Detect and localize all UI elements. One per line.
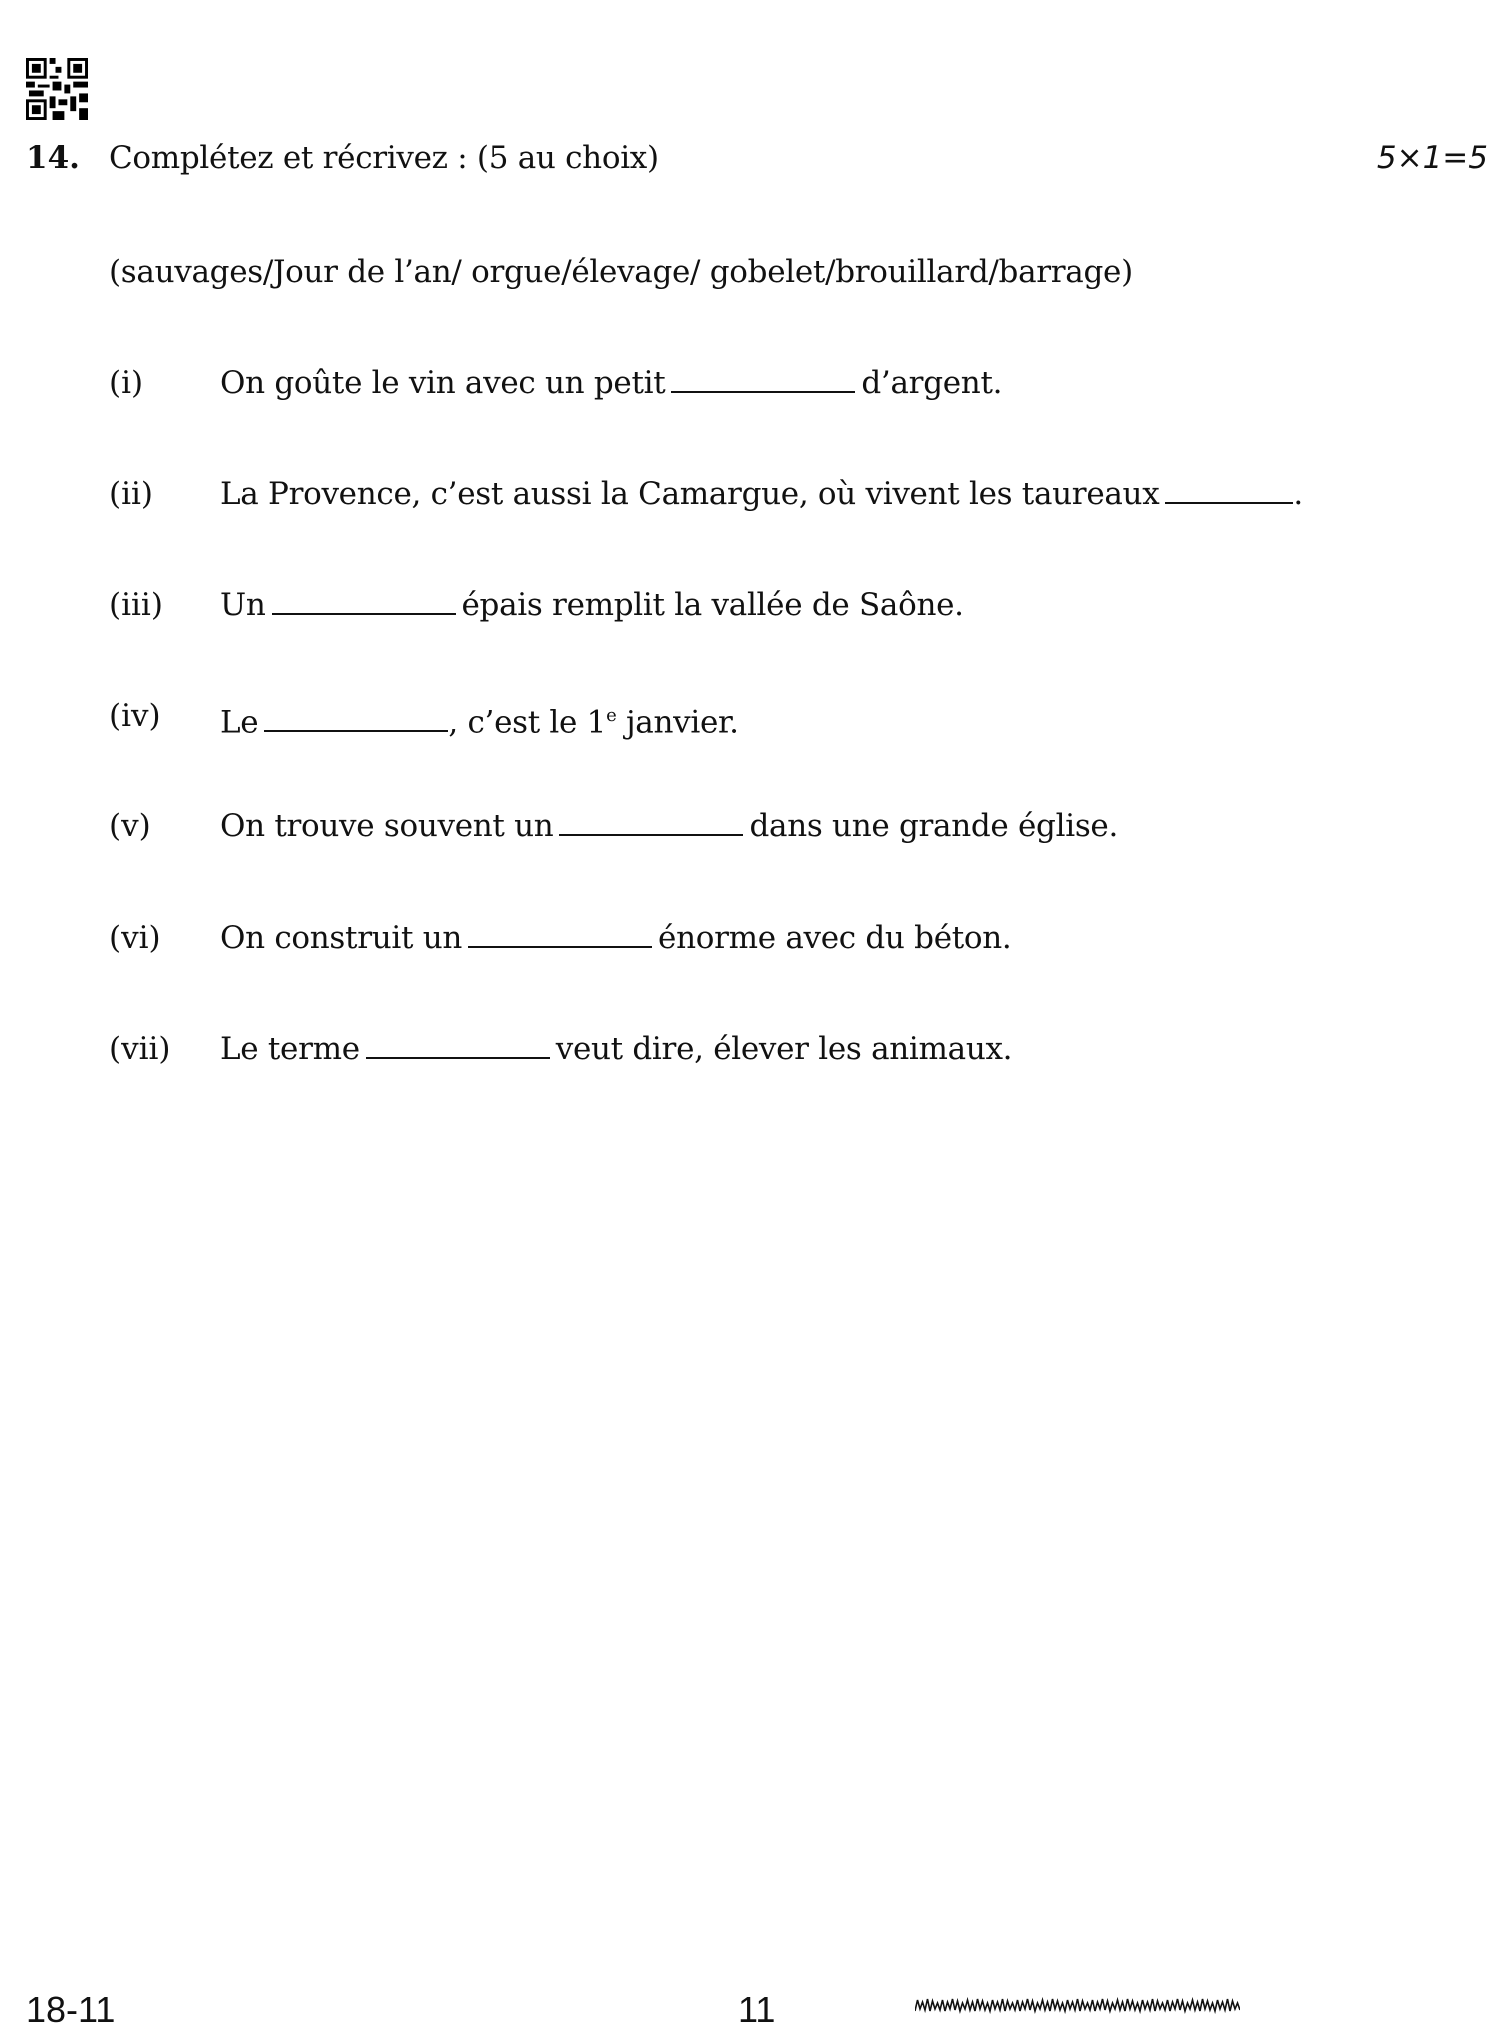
paper-code: 18-11 [26, 1989, 116, 2030]
text-after: janvier. [616, 704, 739, 741]
text-before: On construit un [220, 920, 463, 956]
text-before: Un [220, 587, 266, 623]
blank [559, 806, 743, 836]
word-bank: (sauvages/Jour de l’an/ orgue/élevage/ gobelet/brouillard/barrage) [109, 254, 1133, 290]
text-after: d’argent. [861, 365, 1003, 401]
item-label: (vi) [109, 920, 161, 956]
blank [468, 918, 652, 948]
question-number: 14. [26, 140, 80, 176]
item-label: (v) [109, 808, 151, 844]
text-after: épais remplit la vallée de Saône. [461, 587, 964, 623]
blank [366, 1029, 550, 1059]
blank [272, 585, 456, 615]
wavy-line-decoration [915, 1995, 1240, 2015]
text-after: veut dire, élever les animaux. [555, 1031, 1013, 1067]
item-sentence [220, 918, 1012, 958]
text-before: La Provence, c’est aussi la Camargue, où vivent les taureaux [220, 476, 1160, 512]
blank [264, 702, 448, 732]
text-after: énorme avec du béton. [658, 920, 1012, 956]
item-label: (iv) [109, 698, 161, 734]
item-sentence [220, 363, 1002, 403]
item-label: (ii) [109, 476, 154, 512]
qr-code [26, 58, 88, 120]
item-sentence [220, 806, 1118, 846]
question-marks: 5×1=5 [1376, 140, 1488, 176]
text-before: On trouve souvent un [220, 808, 554, 844]
item-label: (vii) [109, 1031, 171, 1067]
page-number: 11 [738, 1989, 776, 2030]
text-after: dans une grande église. [749, 808, 1119, 844]
text-before: Le [220, 704, 259, 741]
text-before: On goûte le vin avec un petit [220, 365, 666, 401]
item-label: (iii) [109, 587, 163, 623]
question-instruction: Complétez et récrivez : (5 au choix) [109, 140, 659, 176]
text-before: Le terme [220, 1031, 360, 1067]
item-label: (i) [109, 365, 144, 401]
text-after: , c’est le 1 [448, 704, 607, 741]
item-sentence [220, 585, 964, 625]
blank [1165, 474, 1293, 504]
item-sentence [220, 1029, 1012, 1069]
text-after: . [1293, 476, 1303, 512]
blank [671, 363, 855, 393]
superscript: e [606, 705, 617, 726]
item-sentence [220, 474, 1303, 514]
item-sentence [220, 696, 739, 742]
